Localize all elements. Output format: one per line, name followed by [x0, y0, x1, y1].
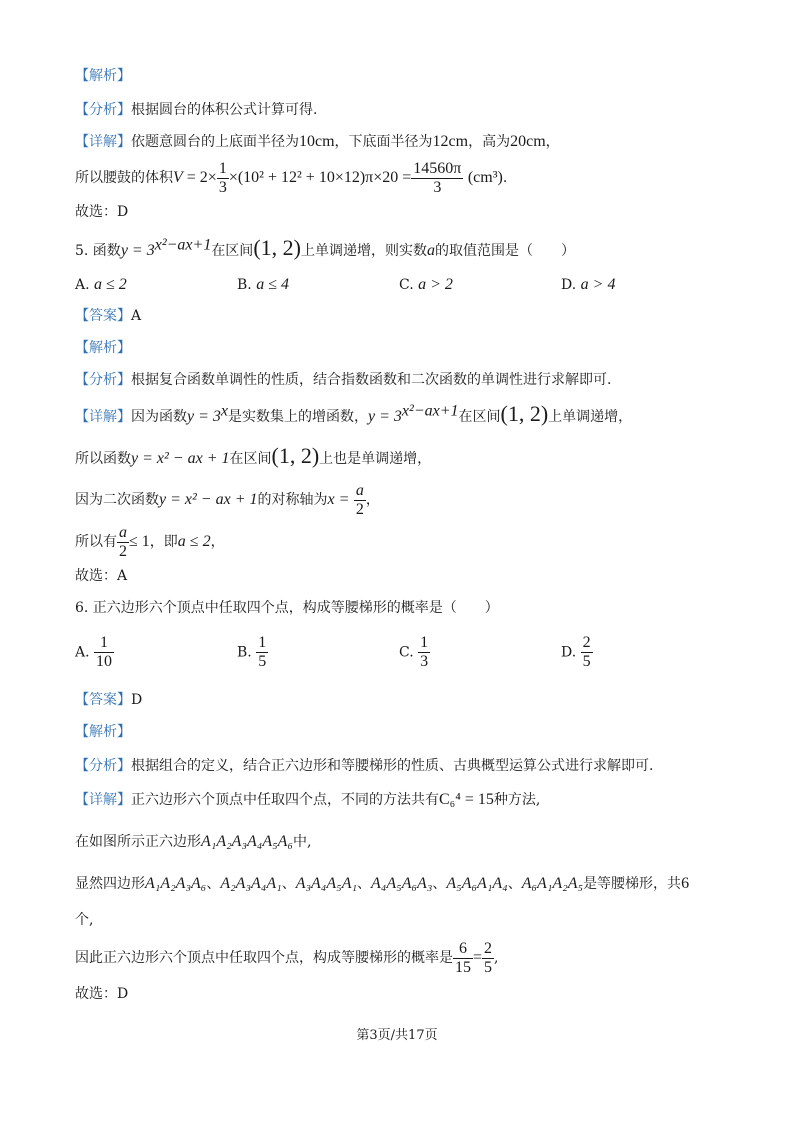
detail-text: 在区间	[458, 409, 501, 425]
fraction-denominator: 10	[96, 653, 113, 670]
math-quad: A₂A₃A₄A₁	[220, 875, 282, 892]
q4-choice: 故选：D	[75, 204, 129, 220]
detail-text: ，	[210, 534, 225, 550]
q6-choice: 故选：D	[75, 986, 129, 1002]
math: ≤ 1	[129, 533, 150, 550]
math-quad: A₆A₁A₂A₅	[521, 875, 584, 892]
detail-text: 正六边形六个顶点中任取四个点，不同的方法共有	[131, 792, 439, 808]
separator: 、	[507, 876, 522, 892]
fenxi-tag: 【分析】	[75, 102, 131, 118]
math: =	[473, 949, 483, 966]
fraction-numerator: 1	[94, 634, 114, 653]
math-exp: x²−ax+1	[401, 402, 459, 420]
separator: 、	[206, 876, 221, 892]
math: 6	[681, 875, 690, 892]
fraction-numerator: a	[355, 481, 364, 499]
analysis-tag: 【解析】	[75, 68, 131, 84]
fenxi-tag: 【分析】	[75, 758, 131, 774]
detail-text: 因为二次函数	[75, 492, 159, 508]
option-fraction	[418, 634, 430, 671]
math-quad: A₁A₂A₃A₆	[145, 875, 207, 892]
q5-stem	[75, 235, 575, 261]
fraction	[453, 940, 473, 977]
q6-option-d[interactable]	[561, 634, 593, 671]
fraction	[354, 482, 366, 519]
detail-text: 中,	[293, 834, 312, 850]
xiangjie-tag: 【详解】	[75, 409, 131, 425]
q4-fraction-result	[411, 160, 463, 197]
option-value: a ≤ 2	[94, 276, 127, 293]
option-fraction	[94, 634, 114, 671]
fraction-denominator: 2	[355, 500, 364, 518]
q4-height: 20cm	[510, 133, 546, 150]
q6-detail-line-4	[75, 938, 498, 978]
q5-analysis-line	[75, 370, 611, 390]
math-exp: x	[220, 402, 229, 420]
detail-text: 是等腰梯形，共	[583, 876, 682, 892]
detail-text: 在区间	[229, 451, 272, 467]
q4-detail-text: ，	[545, 134, 560, 150]
fraction-numerator: 1	[218, 159, 227, 177]
q4-fraction-one-third	[217, 160, 229, 197]
q5-answer	[75, 306, 141, 326]
option-value: a ≤ 4	[256, 276, 289, 293]
detail-text: 显然四边形	[75, 876, 145, 892]
detail-text: 因为函数	[131, 409, 187, 425]
separator: 、	[281, 876, 296, 892]
option-label: A.	[75, 277, 90, 293]
fraction-numerator: 2	[484, 939, 493, 957]
q6-answer-value: D	[131, 692, 143, 708]
option-label: A.	[75, 644, 90, 661]
fraction-numerator: 14560π	[413, 159, 462, 177]
math-combination: C₆⁴ = 15	[439, 791, 494, 808]
q5-detail-line-2	[75, 443, 432, 469]
q5-choice: 故选：A	[75, 568, 128, 584]
q5-answer-value: A	[131, 308, 142, 324]
math: y = x² − ax + 1	[159, 491, 258, 508]
q5-detail-line-1	[75, 401, 633, 427]
math: y = 3	[368, 408, 402, 425]
option-value: a > 4	[580, 276, 616, 293]
detail-text: 是实数集上的增函数，	[228, 409, 369, 425]
q4-detail-line	[75, 132, 560, 152]
fraction-numerator: a	[119, 523, 127, 541]
fraction-numerator: 6	[453, 940, 473, 959]
q5-fenxi-text: 根据复合函数单调性的性质，结合指数函数和二次函数的单调性进行求解即可.	[131, 372, 612, 388]
q5-stem-text: 在区间	[211, 243, 254, 259]
q5-detail-line-3	[75, 480, 380, 520]
math: y = x² − ax + 1	[131, 450, 230, 467]
q6-fenxi-text: 根据组合的定义，结合正六边形和等腰梯形的性质、古典概型运算公式进行求解即可.	[131, 758, 654, 774]
option-fraction	[256, 634, 268, 671]
q4-volume-line	[75, 158, 507, 198]
fraction-denominator: 3	[433, 178, 442, 196]
math-quad: A₄A₅A₆A₃	[371, 875, 433, 892]
fraction-denominator: 5	[484, 958, 493, 976]
q6-option-c[interactable]	[399, 634, 430, 671]
fraction-denominator: 3	[218, 178, 227, 196]
q5-option-d[interactable]	[561, 276, 615, 294]
fraction	[117, 524, 129, 561]
q5-func: y = 3	[120, 242, 155, 259]
analysis-tag: 【解析】	[75, 340, 131, 356]
xiangjie-tag: 【详解】	[75, 792, 131, 808]
daan-tag: 【答案】	[75, 308, 131, 324]
fraction-numerator: 1	[258, 634, 267, 651]
fraction-denominator: 15	[455, 958, 471, 976]
option-label: C.	[399, 277, 414, 293]
page-footer: 第3页/共17页	[356, 1028, 438, 1043]
math: a ≤ 2	[177, 533, 211, 550]
fraction-numerator: 1	[420, 634, 429, 651]
fraction-numerator: 2	[582, 634, 591, 651]
detail-text: ，即	[149, 534, 178, 550]
q4-detail-text: ，下底面半径为	[334, 134, 433, 150]
q4-fenxi-text: 根据圆台的体积公式计算可得.	[131, 102, 318, 118]
q4-r2: 12cm	[432, 133, 469, 150]
q4-r1: 10cm	[299, 133, 335, 150]
math-quad: A₅A₆A₁A₄	[446, 875, 508, 892]
option-fraction	[581, 634, 593, 671]
q6-detail-line-2	[75, 832, 311, 852]
xiangjie-tag: 【详解】	[75, 134, 131, 150]
fraction	[482, 940, 494, 977]
math: y = 3	[187, 408, 221, 425]
detail-text: ，	[365, 492, 380, 508]
q5-exponent: x²−ax+1	[154, 236, 212, 254]
option-label: C.	[399, 644, 414, 661]
q5-option-a[interactable]	[75, 276, 127, 294]
daan-tag: 【答案】	[75, 692, 131, 708]
q4-volume-prefix: 所以腰鼓的体积	[75, 170, 173, 186]
option-value: a > 2	[418, 276, 453, 293]
q6-answer	[75, 690, 142, 710]
detail-text: 上也是单调递增，	[319, 451, 432, 467]
detail-text: 的对称轴为	[257, 492, 328, 508]
detail-text: 种方法,	[493, 792, 541, 808]
q6-analysis-line	[75, 756, 653, 776]
analysis-tag: 【解析】	[75, 724, 131, 740]
detail-text: 因此正六边形六个顶点中任取四个点，构成等腰梯形的概率是	[75, 950, 453, 966]
detail-text: ,	[494, 950, 499, 966]
detail-text: 上单调递增，	[548, 409, 633, 425]
q6-detail-line-3	[75, 874, 689, 894]
separator: 、	[357, 876, 372, 892]
q5-var: a	[426, 242, 435, 259]
option-label: B.	[237, 644, 252, 661]
detail-text: 所以函数	[75, 451, 131, 467]
q4-analysis-line	[75, 100, 317, 120]
q6-detail-line-1	[75, 790, 540, 810]
q5-stem-text: 的取值范围是（ ）	[434, 243, 575, 259]
math: x =	[327, 491, 350, 508]
math-quad: A₃A₄A₅A₁	[295, 875, 358, 892]
separator: 、	[432, 876, 447, 892]
q5-option-c[interactable]	[399, 276, 453, 294]
q4-unit: (cm³)	[467, 169, 503, 186]
q5-detail-line-4	[75, 522, 225, 562]
option-label: D.	[561, 277, 577, 293]
q4-volume-expression: ×(10² + 12² + 10×12)π×20 =	[228, 169, 412, 186]
q5-stem-text: 上单调递增，则实数	[300, 243, 427, 259]
q4-detail-text: 依题意圆台的上底面半径为	[131, 134, 299, 150]
math-interval: (1, 2)	[500, 401, 549, 426]
option-label: D.	[561, 644, 577, 661]
fraction-denominator: 5	[582, 653, 591, 670]
q4-volume-eq: = 2×	[182, 169, 217, 186]
fenxi-tag: 【分析】	[75, 372, 131, 388]
q4-end: .	[502, 170, 508, 186]
q5-option-b[interactable]	[237, 276, 289, 294]
option-label: B.	[237, 277, 252, 293]
fraction-denominator: 5	[258, 653, 267, 670]
q6-detail-line-3b: 个,	[75, 912, 94, 928]
detail-text: 所以有	[75, 534, 117, 550]
math-interval: (1, 2)	[271, 443, 320, 468]
detail-text: 在如图所示正六边形	[75, 834, 201, 850]
fraction-denominator: 2	[119, 542, 127, 560]
q5-stem-text: 5. 函数	[75, 243, 121, 259]
q4-volume-var: V	[173, 169, 183, 186]
q6-stem: 6. 正六边形六个顶点中任取四个点，构成等腰梯形的概率是（ ）	[75, 600, 499, 616]
math-hexagon: A₁A₂A₃A₄A₅A₆	[201, 833, 294, 850]
q4-detail-text: ，高为	[468, 134, 511, 150]
q6-option-b[interactable]	[237, 634, 268, 671]
q6-option-a[interactable]	[75, 634, 114, 671]
fraction-denominator: 3	[420, 653, 429, 670]
q5-interval: (1, 2)	[253, 235, 301, 260]
